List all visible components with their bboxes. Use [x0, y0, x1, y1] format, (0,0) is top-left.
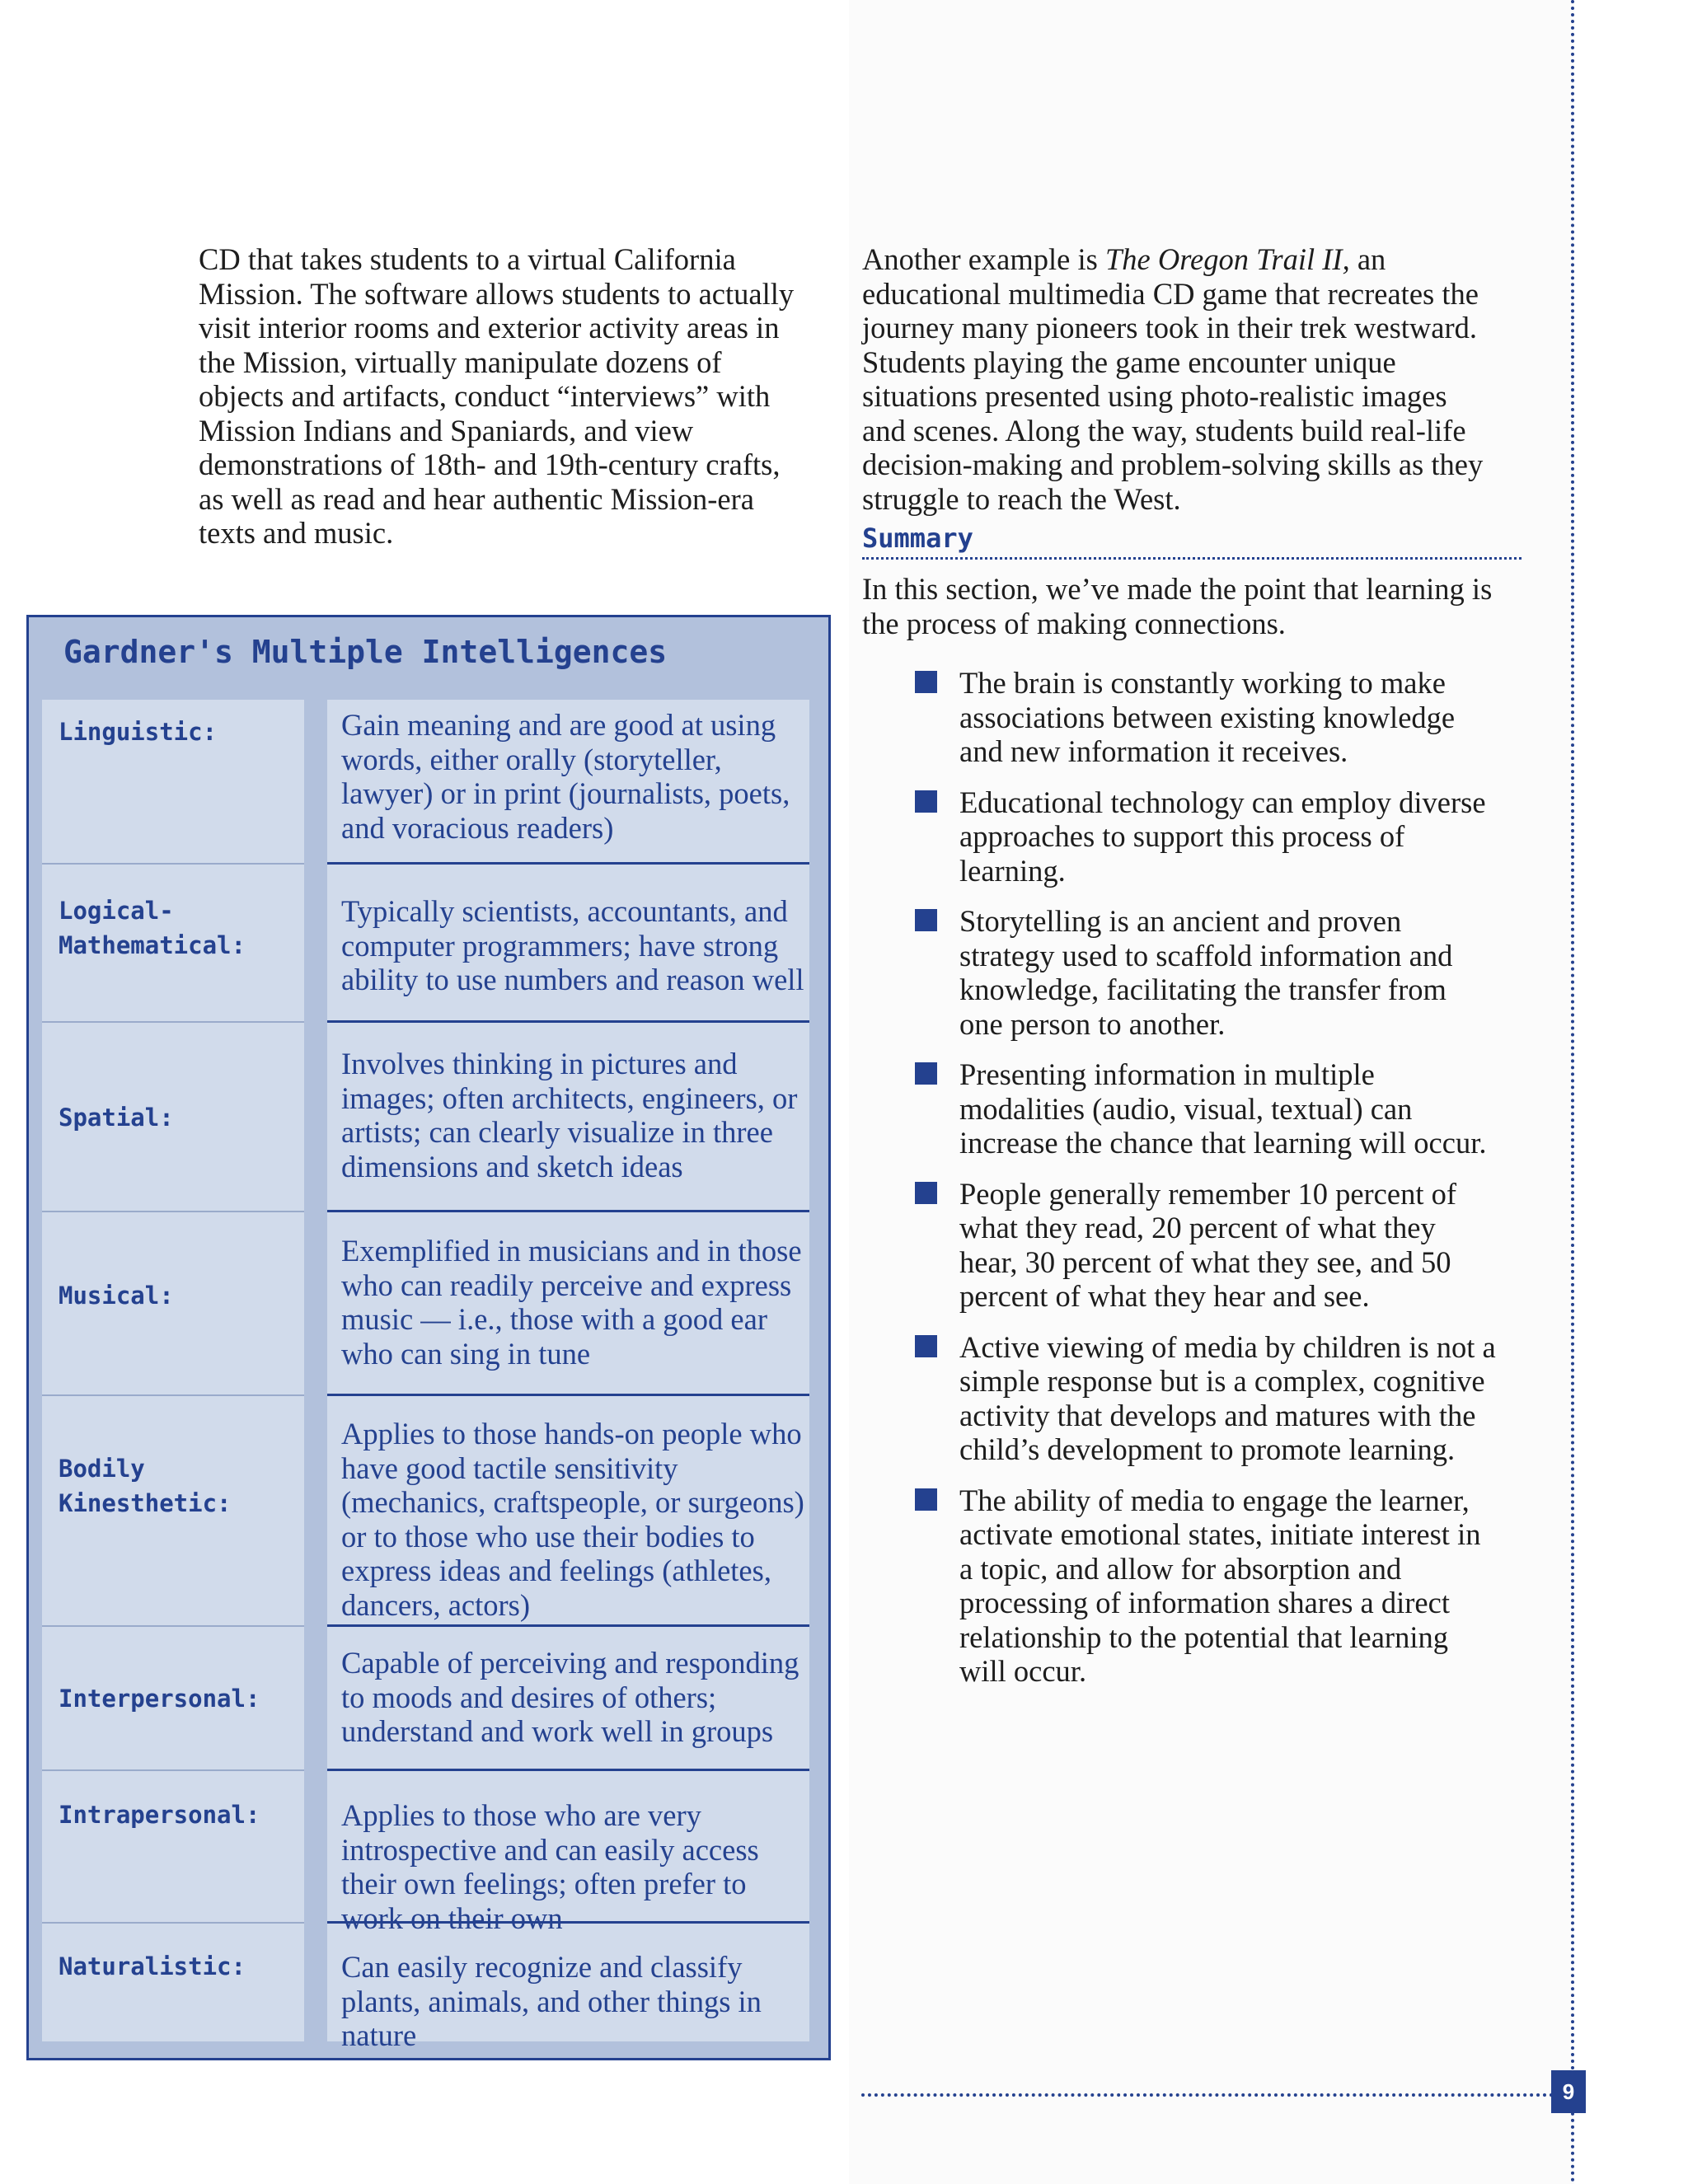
row-description-bodily-kinesthetic: Applies to those hands-on people who have good tactile sensitivity (mechanics, craftspeople, or surgeons) or to those who use their bodies to express ideas and feelings (athletes, dancers, actors)	[341, 1417, 804, 1622]
bullet-text: The ability of media to engage the learner, activate emotional states, initiate interest in a topic, and allow for absorption and processing of information shares a direct relationship to the potential that learning will occur.	[959, 1483, 1481, 1688]
row-label-naturalistic: Naturalistic:	[59, 1952, 246, 1980]
right-column-paragraph	[862, 242, 1497, 516]
summary-bullet	[862, 1177, 1497, 1314]
summary-bullet	[862, 785, 1497, 888]
summary-bullet	[862, 666, 1497, 769]
intro-text-after: an educational multimedia CD game that recreates the journey many pioneers took in their trek westward. Students playing the game encounter unique situations presented using photo-realistic images and scenes. Along the way, students build real-life decision-making and problem-solving skills as they struggle to reach the West.	[862, 242, 1484, 516]
summary-bullet	[862, 1330, 1497, 1467]
right-margin-dotted-rule	[1571, 0, 1574, 2184]
square-bullet-icon	[915, 671, 937, 693]
row-description-musical: Exemplified in musicians and in those who can readily perceive and express music — i.e., those with a good ear who can sing in tune	[341, 1234, 802, 1371]
row-label-linguistic: Linguistic:	[59, 718, 218, 746]
bullet-text: Storytelling is an ancient and proven strategy used to scaffold information and knowledge, facilitating the transfer from one person to another.	[959, 904, 1453, 1041]
bullet-text: The brain is constantly working to make associations between existing knowledge and new information it receives.	[959, 666, 1456, 768]
summary-bullet	[862, 1057, 1497, 1160]
row-label-musical: Musical:	[59, 1282, 174, 1310]
summary-intro: In this section, we’ve made the point that learning is the process of making connections.	[862, 572, 1493, 640]
square-bullet-icon	[915, 1182, 937, 1204]
summary-bullet-list	[862, 666, 1497, 1705]
row-label-bodily-kinesthetic: Bodily Kinesthetic:	[59, 1455, 232, 1517]
footer-dotted-rule	[861, 2093, 1554, 2097]
game-title: The Oregon Trail II,	[1104, 242, 1350, 276]
row-description-logical-mathematical: Typically scientists, accountants, and computer programmers; have strong ability to use numbers and reason well	[341, 894, 804, 996]
intro-text-before: Another example is	[862, 242, 1105, 276]
left-column-paragraph: CD that takes students to a virtual California Mission. The software allows students to actually visit interior rooms and exterior activity areas in the Mission, virtually manipulate dozens of objects and artifacts, conduct “interviews” with Mission Indians and Spaniards, and view demonstrations of 18th- and 19th-century crafts, as well as read and hear authentic Mission-era texts and music.	[199, 242, 795, 550]
summary-bullet	[862, 904, 1497, 1041]
summary-heading: Summary	[862, 524, 1522, 560]
row-label-logical-mathematical: Logical- Mathematical:	[59, 897, 246, 959]
row-description-intrapersonal: Applies to those who are very introspective and can easily access their own feelings; often prefer to work on their own	[341, 1798, 759, 1935]
multiple-intelligences-sidebar	[26, 615, 831, 2060]
page-number: 9	[1551, 2070, 1586, 2113]
square-bullet-icon	[915, 1488, 937, 1511]
square-bullet-icon	[915, 909, 937, 931]
row-description-spatial: Involves thinking in pictures and images; often architects, engineers, or artists; can clearly visualize in three dimensions and sketch ideas	[341, 1047, 798, 1183]
summary-bullet	[862, 1483, 1497, 1689]
square-bullet-icon	[915, 1335, 937, 1357]
row-description-naturalistic: Can easily recognize and classify plants, animals, and other things in nature	[341, 1950, 762, 2052]
square-bullet-icon	[915, 790, 937, 813]
row-description-interpersonal: Capable of perceiving and responding to moods and desires of others; understand and work well in groups	[341, 1646, 799, 1748]
bullet-text: People generally remember 10 percent of what they read, 20 percent of what they hear, 30 percent of what they see, and 50 percent of what they hear and see.	[959, 1176, 1456, 1313]
square-bullet-icon	[915, 1062, 937, 1085]
row-label-interpersonal: Interpersonal:	[59, 1685, 260, 1713]
sidebar-title: Gardner's Multiple Intelligences	[63, 634, 668, 670]
bullet-text: Presenting information in multiple modalities (audio, visual, textual) can increase the chance that learning will occur.	[959, 1057, 1487, 1160]
row-label-spatial: Spatial:	[59, 1104, 174, 1132]
row-label-intrapersonal: Intrapersonal:	[59, 1801, 260, 1829]
row-description-linguistic: Gain meaning and are good at using words, either orally (storyteller, lawyer) or in print (journalists, poets, and voracious readers)	[341, 708, 790, 845]
bullet-text: Active viewing of media by children is not a simple response but is a complex, cognitive activity that develops and matures with the child’s development to promote learning.	[959, 1329, 1496, 1466]
bullet-text: Educational technology can employ diverse approaches to support this process of learning.	[959, 785, 1486, 888]
